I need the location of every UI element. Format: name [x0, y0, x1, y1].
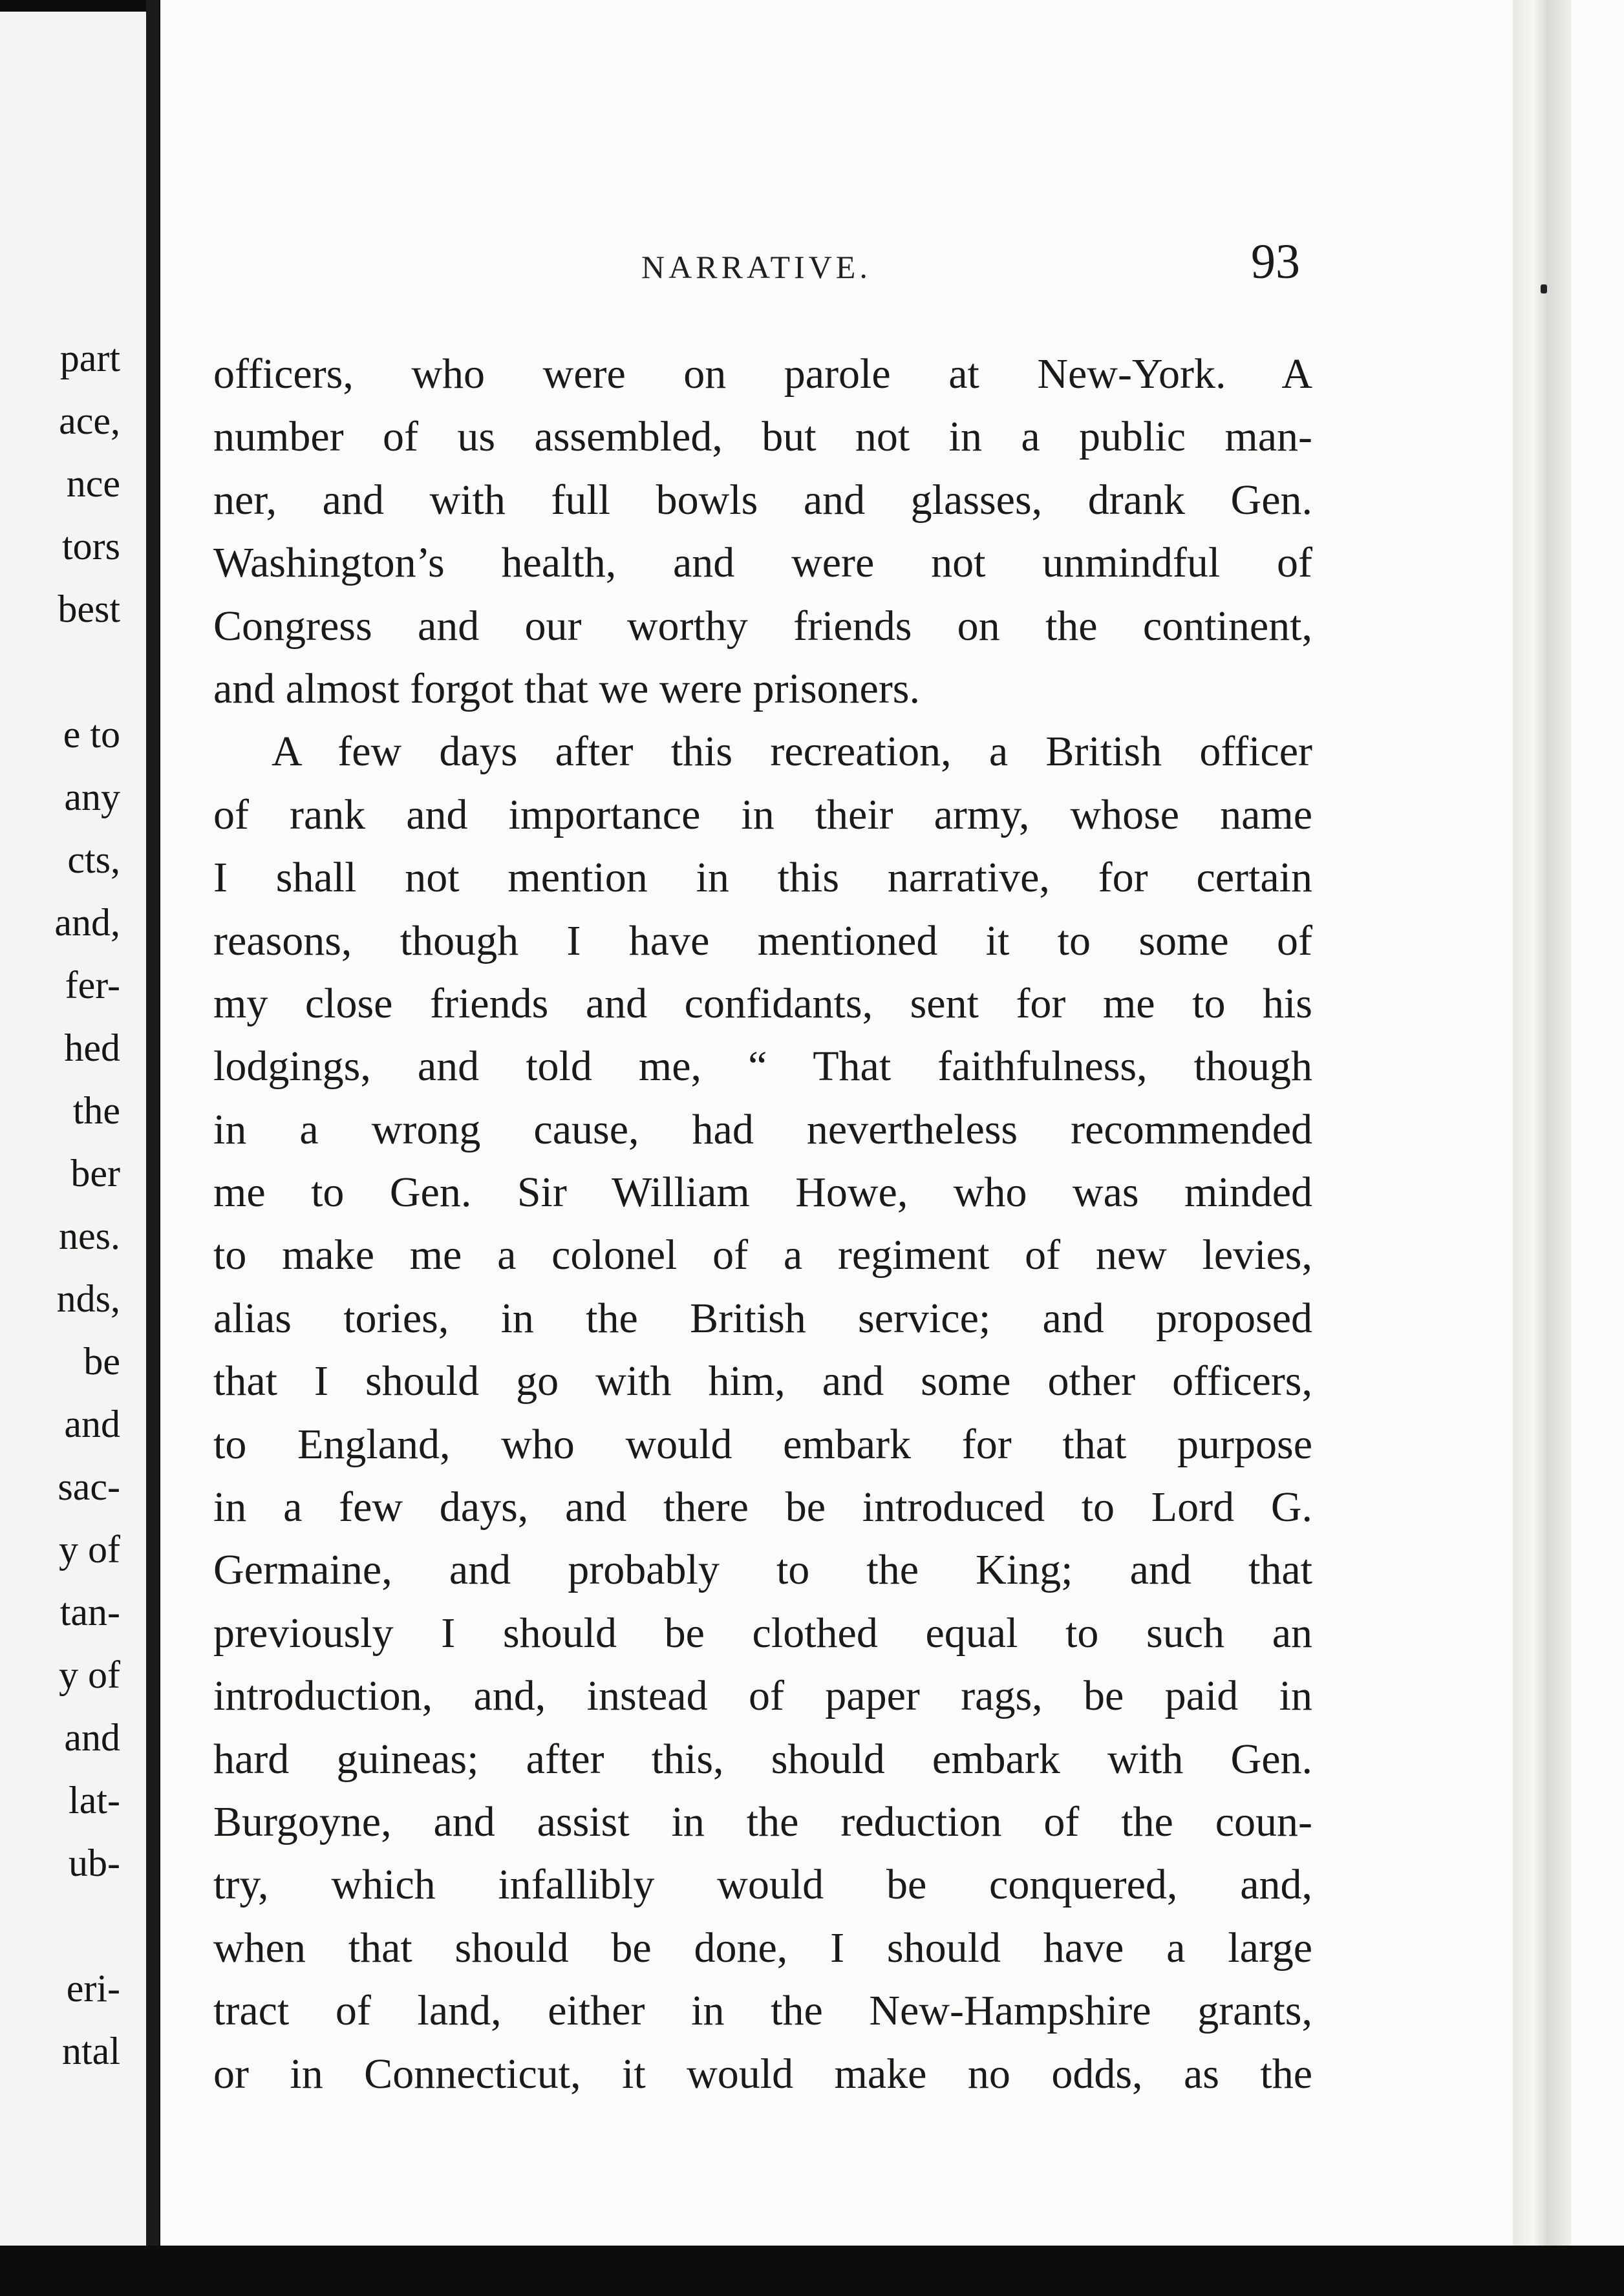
fragment-line: ntal	[62, 2030, 120, 2072]
fragment-line: ub-	[69, 1842, 120, 1884]
text-line: introduction, and, instead of paper rags, be paid in	[213, 1672, 1312, 1720]
text-line: or in Connecticut, it would make no odds, as the	[213, 2050, 1312, 2098]
fragment-line: e to	[63, 713, 120, 756]
text-line: to make me a colonel of a regiment of new levies,	[213, 1231, 1312, 1279]
fragment-line: nce	[66, 462, 120, 505]
previous-page-text	[0, 327, 146, 2083]
text-line: that I should go with him, and some other officers,	[213, 1357, 1312, 1405]
fragment-line: best	[58, 588, 120, 630]
fragment-line: and	[64, 1716, 120, 1759]
text-line: when that should be done, I should have a large	[213, 1924, 1312, 1972]
text-line: Burgoyne, and assist in the reduction of the coun-	[213, 1798, 1312, 1845]
text-line: of rank and importance in their army, whose name	[213, 791, 1312, 838]
body-text	[213, 343, 1312, 2105]
fragment-line: any	[64, 776, 120, 818]
text-line: to England, who would embark for that purpose	[213, 1420, 1312, 1468]
fragment-line: lat-	[69, 1779, 120, 1822]
text-line: tract of land, either in the New-Hampshire grants,	[213, 1987, 1312, 2035]
fragment-line	[0, 641, 146, 703]
running-title: NARRATIVE.	[641, 249, 871, 285]
fragment-line: nes.	[59, 1215, 120, 1257]
text-line: Germaine, and probably to the King; and that	[213, 1546, 1312, 1594]
fragment-line: sac-	[58, 1465, 120, 1508]
fragment-line: ber	[70, 1152, 120, 1195]
fragment-line: eri-	[66, 1967, 120, 2010]
fragment-line: and,	[54, 901, 120, 944]
fragment-line: cts,	[67, 838, 120, 881]
fragment-line: tan-	[59, 1591, 120, 1633]
fragment-line: y of	[59, 1528, 120, 1571]
book-gutter	[146, 0, 159, 2296]
text-line: A few days after this recreation, a British officer	[272, 728, 1312, 776]
text-line: previously I should be clothed equal to such an	[213, 1609, 1312, 1657]
fragment-line: nds,	[56, 1277, 120, 1320]
text-line: I shall not mention in this narrative, for certain	[213, 854, 1312, 902]
text-line: and almost forgot that we were prisoners.	[213, 664, 920, 712]
fragment-line: fer-	[65, 964, 120, 1006]
fragment-line: and	[64, 1403, 120, 1445]
fragment-line	[0, 1895, 146, 1957]
text-line: lodgings, and told me, “ That faithfulness, though	[213, 1043, 1312, 1090]
fragment-line: part	[59, 337, 120, 379]
fragment-line: the	[72, 1089, 120, 1132]
page-outer-margin	[1571, 0, 1624, 2246]
text-line: me to Gen. Sir William Howe, who was minded	[213, 1169, 1312, 1217]
text-line: hard guineas; after this, should embark with Gen.	[213, 1735, 1312, 1783]
text-line: Washington’s health, and were not unmindful of	[213, 539, 1312, 587]
text-line: ner, and with full bowls and glasses, drank Gen.	[213, 476, 1312, 524]
fragment-line: be	[83, 1340, 120, 1383]
text-line: my close friends and confidants, sent for me to his	[213, 979, 1312, 1027]
text-line: alias tories, in the British service; and proposed	[213, 1294, 1312, 1342]
fragment-line: y of	[59, 1653, 120, 1696]
fragment-line: hed	[64, 1026, 120, 1069]
text-line: Congress and our worthy friends on the continent,	[213, 602, 1312, 650]
text-line: try, which infallibly would be conquered, and,	[213, 1861, 1312, 1909]
previous-page	[0, 12, 146, 2247]
fragment-line: ace,	[59, 399, 120, 442]
text-line: reasons, though I have mentioned it to some of	[213, 917, 1312, 964]
text-line: in a wrong cause, had nevertheless recommended	[213, 1105, 1312, 1153]
text-line: in a few days, and there be introduced to Lord G.	[213, 1483, 1312, 1531]
fragment-line: tors	[62, 525, 120, 568]
page-edge	[1513, 0, 1571, 2246]
page-mark	[1541, 284, 1547, 293]
page-number: 93	[1251, 235, 1300, 289]
scan-background	[0, 2246, 1624, 2296]
text-line: number of us assembled, but not in a public man-	[213, 413, 1312, 461]
text-line: officers, who were on parole at New-York. A	[213, 350, 1312, 398]
